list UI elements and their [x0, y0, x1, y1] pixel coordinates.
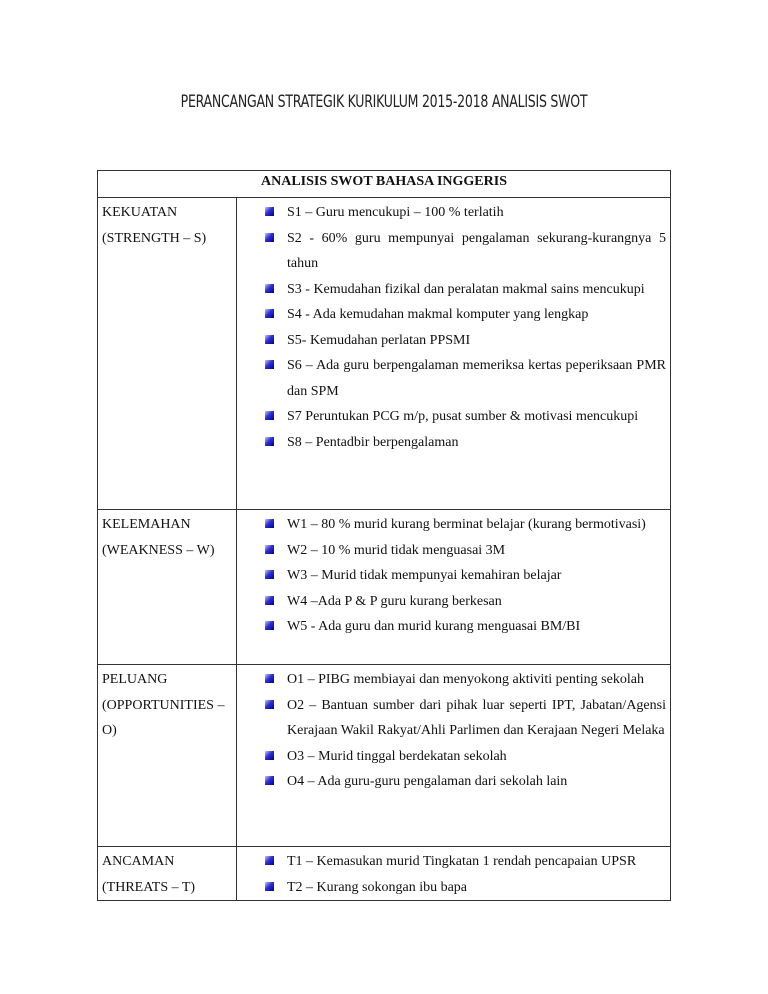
list-item [263, 277, 666, 303]
list-item [263, 404, 666, 430]
bullet-icon [265, 360, 274, 369]
table-row [98, 665, 671, 847]
bullet-icon [265, 519, 274, 528]
bullet-icon [265, 545, 274, 554]
item-text: S7 Peruntukan PCG m/p, pusat sumber & motivasi mencukupi [287, 409, 639, 424]
swot-table [97, 170, 671, 901]
label-main: PELUANG [102, 672, 168, 687]
list-item [263, 614, 666, 640]
table-row [98, 198, 671, 510]
list-item [263, 769, 666, 795]
bullet-icon [265, 700, 274, 709]
item-text: T2 – Kurang sokongan ibu bapa [287, 879, 468, 895]
label-sub: (WEAKNESS – W) [102, 542, 215, 558]
item-text: S1 – Guru mencukupi – 100 % terlatih [287, 205, 504, 220]
bullet-icon [265, 621, 274, 630]
row-label [98, 665, 237, 847]
item-list [263, 512, 666, 640]
row-items [237, 847, 671, 901]
list-item [263, 200, 666, 226]
item-text: T1 – Kemasukan murid Tingkatan 1 rendah pencapaian UPSR [287, 854, 637, 869]
label-main: ANCAMAN [102, 854, 175, 869]
item-text: O4 – Ada guru-guru pengalaman dari sekolah lain [287, 774, 568, 789]
item-list [263, 667, 666, 795]
list-item [263, 538, 666, 564]
item-text: O2 – Bantuan sumber dari pihak luar seperti IPT, Jabatan/Agensi Kerajaan Wakil Rakyat/Ahli Parlimen dan Kerajaan Negeri Melaka [287, 697, 666, 738]
item-text: W2 – 10 % murid tidak menguasai 3M [287, 542, 506, 558]
label-sub: (THREATS – T) [102, 879, 196, 895]
bullet-icon [265, 596, 274, 605]
list-item [263, 693, 666, 744]
label-main: KEKUATAN [102, 205, 178, 220]
row-items [237, 198, 671, 510]
list-item [263, 328, 666, 354]
list-item [263, 849, 666, 875]
bullet-icon [265, 335, 274, 344]
table-row [98, 510, 671, 665]
bullet-icon [265, 437, 274, 446]
row-label [98, 510, 237, 665]
list-item [263, 875, 666, 901]
list-item [263, 512, 666, 538]
row-items [237, 665, 671, 847]
label-main: KELEMAHAN [102, 517, 191, 532]
item-text: S6 – Ada guru berpengalaman memeriksa kertas peperiksaan PMR dan SPM [287, 358, 666, 399]
bullet-icon [265, 309, 274, 318]
item-text: W3 – Murid tidak mempunyai kemahiran belajar [287, 568, 562, 583]
bullet-icon [265, 776, 274, 785]
bullet-icon [265, 207, 274, 216]
label-sub: (STRENGTH – S) [102, 230, 207, 246]
list-item [263, 667, 666, 693]
bullet-icon [265, 751, 274, 760]
bullet-icon [265, 284, 274, 293]
list-item [263, 563, 666, 589]
bullet-icon [265, 570, 274, 579]
item-text: O1 – PIBG membiayai dan menyokong aktiviti penting sekolah [287, 672, 644, 687]
list-item [263, 589, 666, 615]
label-sub: (OPPORTUNITIES – O) [102, 697, 225, 738]
item-text: W1 – 80 % murid kurang berminat belajar (kurang bermotivasi) [287, 517, 646, 532]
list-item [263, 744, 666, 770]
table-row [98, 847, 671, 901]
table-header: ANALISIS SWOT BAHASA INGGERIS [98, 171, 671, 198]
list-item [263, 353, 666, 404]
row-label [98, 198, 237, 510]
row-items [237, 510, 671, 665]
item-text: S3 - Kemudahan fizikal dan peralatan makmal sains mencukupi [287, 281, 645, 297]
item-list [263, 849, 666, 900]
bullet-icon [265, 233, 274, 242]
page-title: PERANCANGAN STRATEGIK KURIKULUM 2015-2018 ANALISIS SWOT [180, 92, 588, 112]
list-item [263, 302, 666, 328]
bullet-icon [265, 856, 274, 865]
item-text: S4 - Ada kemudahan makmal komputer yang lengkap [287, 307, 589, 322]
item-text: O3 – Murid tinggal berdekatan sekolah [287, 748, 507, 764]
list-item [263, 226, 666, 277]
item-text: W4 –Ada P & P guru kurang berkesan [287, 593, 502, 609]
bullet-icon [265, 882, 274, 891]
item-text: S8 – Pentadbir berpengalaman [287, 434, 459, 450]
item-text: S2 - 60% guru mempunyai pengalaman sekurang-kurangnya 5 tahun [287, 230, 666, 271]
bullet-icon [265, 674, 274, 683]
item-text: S5- Kemudahan perlatan PPSMI [287, 332, 471, 348]
item-text: W5 - Ada guru dan murid kurang menguasai BM/BI [287, 619, 581, 634]
list-item [263, 430, 666, 456]
row-label [98, 847, 237, 901]
item-list [263, 200, 666, 455]
bullet-icon [265, 411, 274, 420]
